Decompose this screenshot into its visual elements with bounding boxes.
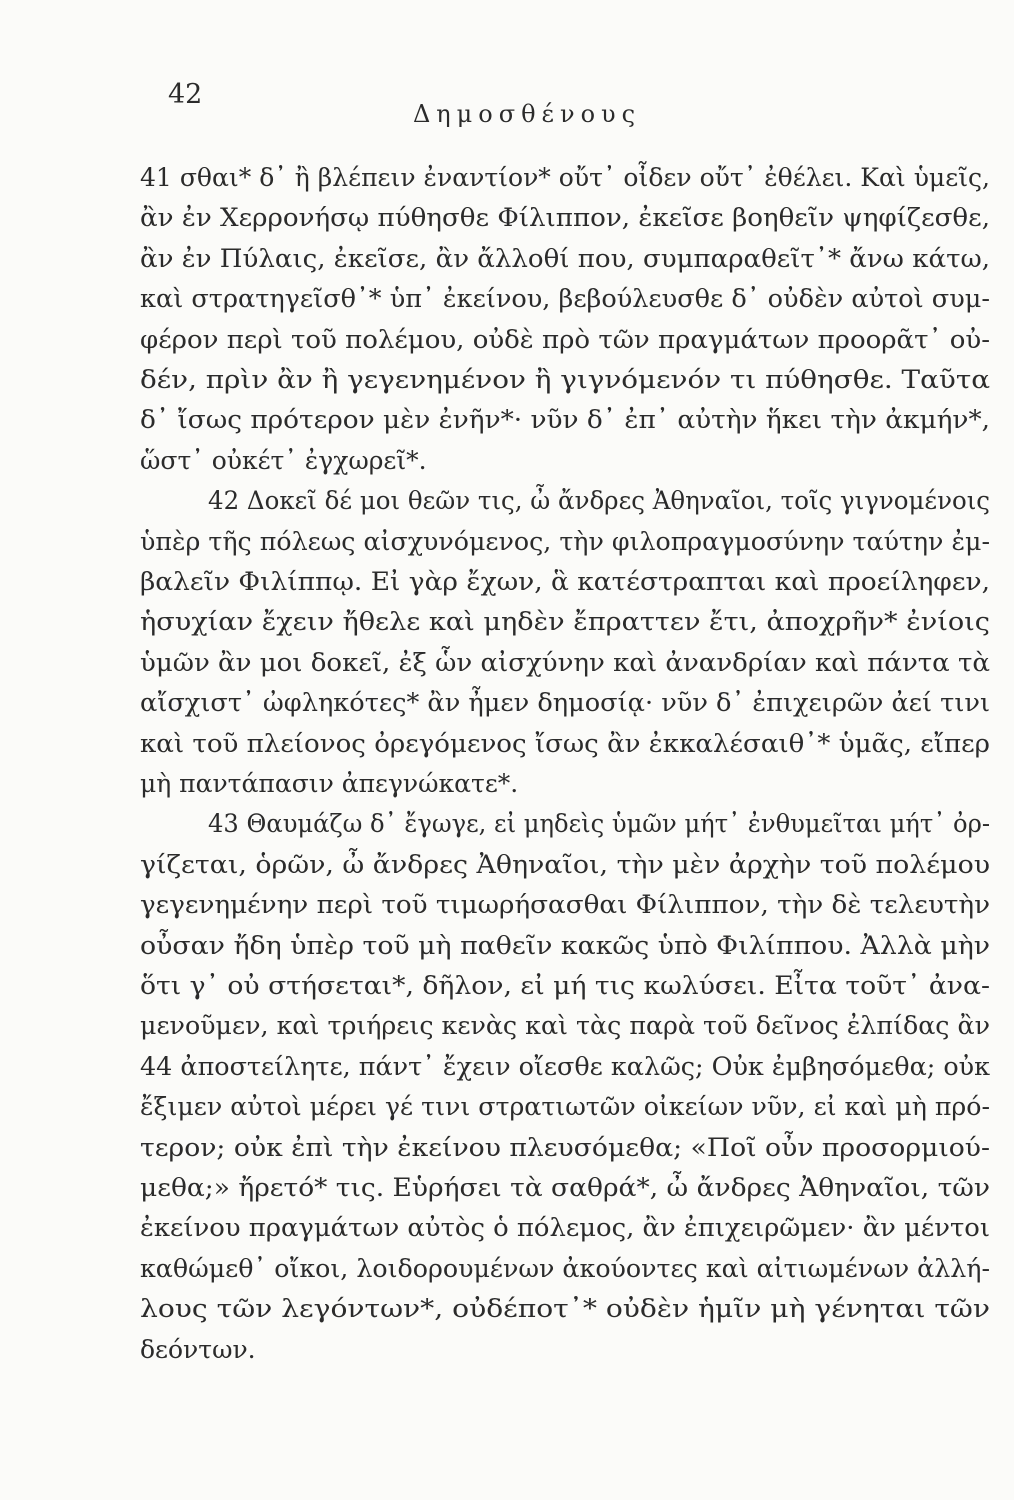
text-line: βαλεῖν Φιλίππῳ. Εἰ γὰρ ἔχων, ἃ κατέστραπται καὶ προείληφεν,	[140, 567, 990, 596]
text-line: ὥστ᾽ οὐκέτ᾽ ἐγχωρεῖ*.	[140, 445, 427, 475]
text-line: δεόντων.	[140, 1334, 256, 1364]
text-line: τερον; οὐκ ἐπὶ τὴν ἐκείνου πλευσόμεθα; «Ποῖ οὖν προσορμιού-	[140, 1132, 990, 1162]
text-line: ὑπὲρ τῆς πόλεως αἰσχυνόμενος, τὴν φιλοπραγμοσύνην ταύτην ἐμ-	[140, 526, 990, 556]
text-line: μενοῦμεν, καὶ τριήρεις κενὰς καὶ τὰς παρὰ τοῦ δεῖνος ἐλπίδας ἂν	[140, 1011, 990, 1041]
text-line: ἂν ἐν Χερρονήσῳ πύθησθε Φίλιππον, ἐκεῖσε βοηθεῖν ψηφίζεσθε,	[140, 203, 990, 233]
text-line: ὅτι γ᾽ οὐ στήσεται*, δῆλον, εἰ μή τις κωλύσει. Εἶτα τοῦτ᾽ ἀνα-	[140, 971, 990, 1000]
text-line: ἔξιμεν αὐτοὶ μέρει γέ τινι στρατιωτῶν οἰκείων νῦν, εἰ καὶ μὴ πρό-	[140, 1092, 991, 1122]
running-head: Δημοσθένους	[412, 100, 642, 128]
text-line: δέν, πρὶν ἂν ἢ γεγενημένον ἢ γιγνόμενόν τι πύθησθε. Ταῦτα	[140, 365, 990, 394]
text-line: αἴσχιστ᾽ ὠφληκότες* ἂν ἦμεν δημοσίᾳ· νῦν δ᾽ ἐπιχειρῶν ἀεί τινι	[140, 688, 990, 718]
text-line: γίζεται, ὁρῶν, ὦ ἄνδρες Ἀθηναῖοι, τὴν μὲν ἀρχὴν τοῦ πολέμου	[140, 849, 991, 879]
text-line: καὶ στρατηγεῖσθ᾽* ὑπ᾽ ἐκείνου, βεβούλευσθε δ᾽ οὐδὲν αὐτοὶ συμ-	[140, 284, 991, 314]
text-line: λους τῶν λεγόντων*, οὐδέποτ᾽* οὐδὲν ἡμῖν μὴ γένηται τῶν	[140, 1294, 991, 1324]
text-line: γεγενημένην περὶ τοῦ τιμωρήσασθαι Φίλιππον, τὴν δὲ τελευτὴν	[140, 890, 990, 920]
text-line: καὶ τοῦ πλείονος ὀρεγόμενος ἴσως ἂν ἐκκαλέσαιθ᾽* ὑμᾶς, εἴπερ	[140, 728, 991, 758]
text-line: μεθα;» ἤρετό* τις. Εὑρήσει τὰ σαθρά*, ὦ ἄνδρες Ἀθηναῖοι, τῶν	[140, 1173, 990, 1202]
text-line: μὴ παντάπασιν ἀπεγνώκατε*.	[140, 769, 519, 798]
text-line: ἂν ἐν Πύλαις, ἐκεῖσε, ἂν ἄλλοθί που, συμπαραθεῖτ᾽* ἄνω κάτω,	[140, 243, 991, 273]
text-line: φέρον περὶ τοῦ πολέμου, οὐδὲ πρὸ τῶν πραγμάτων προορᾶτ᾽ οὐ-	[140, 324, 990, 354]
text-line: οὖσαν ἤδη ὑπὲρ τοῦ μὴ παθεῖν κακῶς ὑπὸ Φιλίππου. Ἀλλὰ μὴν	[140, 930, 990, 960]
text-line: ἡσυχίαν ἔχειν ἤθελε καὶ μηδὲν ἔπραττεν ἔτι, ἀποχρῆν* ἐνίοις	[140, 607, 990, 637]
text-line: 42 Δοκεῖ δέ μοι θεῶν τις, ὦ ἄνδρες Ἀθηναῖοι, τοῖς γιγνομένοις	[208, 486, 990, 516]
text-line: 41 σθαι* δ᾽ ἢ βλέπειν ἐναντίον* οὔτ᾽ οἶδεν οὔτ᾽ ἐθέλει. Καὶ ὑμεῖς,	[140, 163, 990, 192]
page-number: 42	[168, 79, 203, 110]
text-line: δ᾽ ἴσως πρότερον μὲν ἐνῆν*· νῦν δ᾽ ἐπ᾽ αὐτὴν ἥκει τὴν ἀκμήν*,	[140, 405, 991, 435]
text-line: ὑμῶν ἂν μοι δοκεῖ, ἐξ ὧν αἰσχύνην καὶ ἀνανδρίαν καὶ πάντα τὰ	[140, 647, 991, 677]
text-line: 43 Θαυμάζω δ᾽ ἔγωγε, εἰ μηδεὶς ὑμῶν μήτ᾽ ἐνθυμεῖται μήτ᾽ ὀρ-	[208, 809, 990, 839]
text-line: καθώμεθ᾽ οἴκοι, λοιδορουμένων ἀκούοντες καὶ αἰτιωμένων ἀλλή-	[140, 1253, 990, 1283]
text-line: ἐκείνου πραγμάτων αὐτὸς ὁ πόλεμος, ἂν ἐπιχειρῶμεν· ἂν μέντοι	[140, 1213, 990, 1243]
text-line: 44 ἀποστείλητε, πάντ᾽ ἔχειν οἴεσθε καλῶς; Οὐκ ἐμβησόμεθα; οὐκ	[140, 1051, 990, 1081]
